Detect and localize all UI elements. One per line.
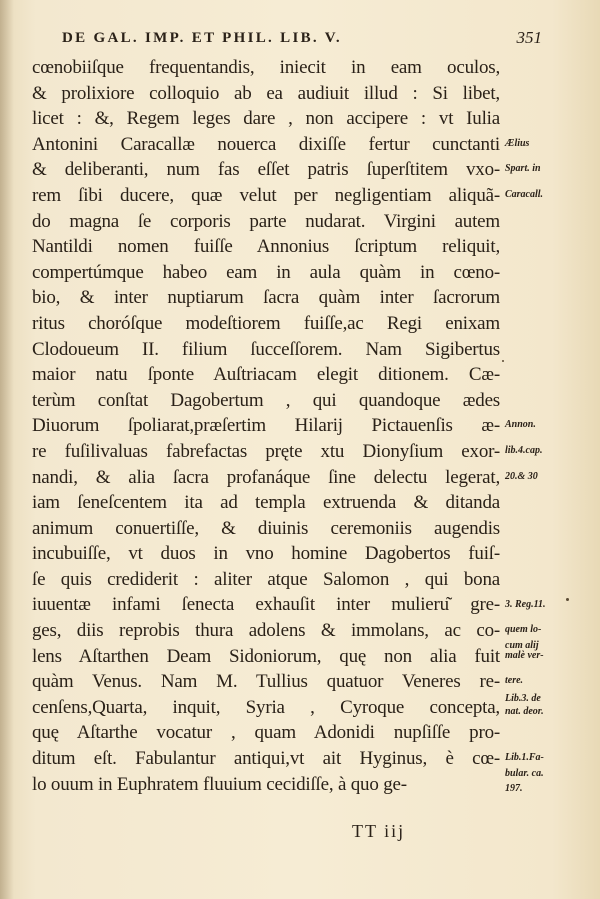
marginal-note: Lib.1.Fa- <box>505 752 544 764</box>
marginal-note: cum alij <box>505 639 539 651</box>
text-line: do magna ſe corporis parte nudarat. Virgini autem <box>32 210 500 232</box>
marginal-note: Lib.3. de <box>505 693 541 705</box>
text-line: rem ſibi ducere, quæ velut per negligentiam aliquã- <box>32 184 500 206</box>
gutter-shadow <box>0 0 14 899</box>
text-line: animum conuertiſſe, & diuinis ceremoniis augendis <box>32 517 500 539</box>
marginal-note: 3. Reg.11. <box>505 598 546 610</box>
marginal-note: bular. ca. <box>505 767 544 779</box>
text-line: compertúmque habeo eam in aula quàm in cœno- <box>32 261 500 283</box>
text-line: ſe quis crediderit : aliter atque Salomon , qui bona <box>32 568 500 590</box>
ink-speck <box>502 360 504 362</box>
text-line: ges, diis reprobis thura adolens & immolans, ac co- <box>32 620 500 642</box>
running-head-title: DE GAL. IMP. ET PHIL. LIB. V. <box>62 30 342 46</box>
marginal-note: Spart. in <box>505 163 541 175</box>
text-line: cenſens,Quarta, inquit, Syria , Cyroque concepta, <box>32 696 500 718</box>
text-line: lens Aſtarthen Deam Sidoniorum, quę non alia fuit <box>32 645 500 667</box>
text-line: nandi, & alia ſacra profanáque ſine delectu legerat, <box>32 466 500 488</box>
running-head <box>62 30 542 52</box>
text-line: Clodoueum II. filium ſucceſſorem. Nam Sigibertus <box>32 338 500 360</box>
text-line: Nantildi nomen fuiſſe Annonius ſcriptum reliquit, <box>32 236 500 258</box>
marginal-note: Caracall. <box>505 189 544 200</box>
marginal-note: malè ver- <box>505 649 544 661</box>
ink-speck <box>566 598 569 601</box>
marginal-note: Ælius <box>505 137 530 149</box>
text-line: quàm Venus. Nam M. Tullius quatuor Veneres re- <box>32 671 500 693</box>
marginal-note: Annon. <box>505 419 536 431</box>
main-text-block <box>32 55 500 797</box>
text-line: lo ouum in Euphratem fluuium cecidiſſe, à quo ge- <box>32 773 407 795</box>
text-line: licet : &, Regem leges dare , non accipere : vt Iulia <box>32 108 500 130</box>
text-line: Diuorum ſpoliarat,præſertim Hilarij Pictauenſis æ- <box>32 415 500 437</box>
text-line: quę Aſtarthe vocatur , quam Adonidi nupſiſſe pro- <box>32 722 500 744</box>
text-line: cœnobiiſque frequentandis, iniecit in eam oculos, <box>32 57 500 78</box>
marginal-note: 20.& 30 <box>505 470 538 482</box>
marginal-note: quem lo- <box>505 624 542 636</box>
text-line: & prolixiore colloquio ab ea audiuit illud : Si libet, <box>32 82 500 104</box>
text-line: & deliberanti, num fas eſſet patris ſuperſtitem vxo- <box>32 159 500 181</box>
text-line: Antonini Caracallæ nouerca dixiſſe fertur cunctanti <box>32 133 500 155</box>
text-line: maior natu ſponte Auſtriacam elegit ditionem. Cæ- <box>32 364 500 386</box>
text-line: bio, & inter nuptiarum ſacra quàm inter ſacrorum <box>32 287 500 309</box>
text-line: iam ſeneſcentem ita ad templa extruenda & ditanda <box>32 492 500 514</box>
text-line: terùm conſtat Dagobertum , qui quandoque ædes <box>32 389 500 411</box>
text-line: ditum eſt. Fabulantur antiqui,vt ait Hyginus, è cœ- <box>32 748 500 770</box>
text-line: re fuſilivaluas fabrefactas pręte xtu Dionyſium exor- <box>32 440 500 462</box>
marginal-note: tere. <box>505 675 524 687</box>
marginal-note: 197. <box>505 782 523 794</box>
text-line: incubuiſſe, vt duos in vno homine Dagobertos fuiſ- <box>32 543 500 565</box>
signature-mark: TT iij <box>352 821 406 841</box>
text-line: ritus choróſque modeſtiorem fuiſſe,ac Regi enixam <box>32 312 500 334</box>
page-number: 351 <box>516 28 542 47</box>
text-line: iuuentæ infami ſenecta exhauſit inter mulieru͂ gre- <box>32 594 500 616</box>
marginal-note: nat. deor. <box>505 706 544 718</box>
marginal-note: lib.4.cap. <box>505 445 543 456</box>
